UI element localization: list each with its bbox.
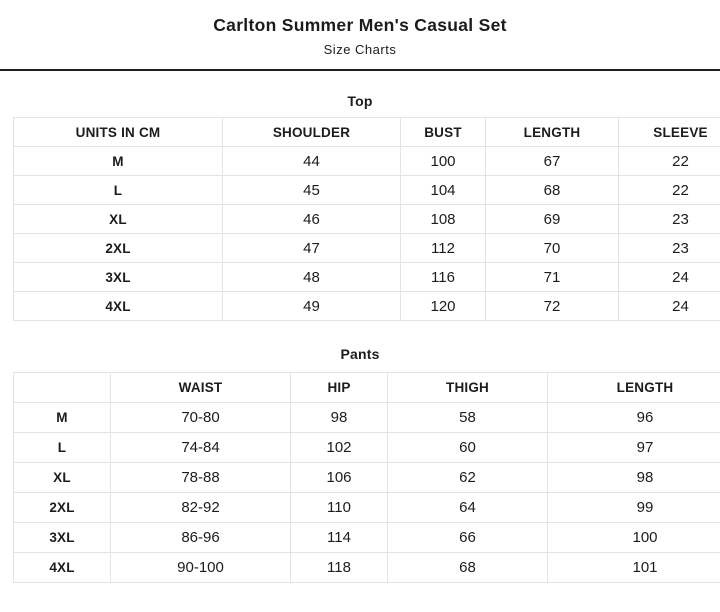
cell-bust: 108	[401, 205, 486, 234]
pants-header-blank	[14, 373, 111, 403]
cell-sleeve: 22	[619, 147, 720, 176]
pants-header-length: LENGTH	[548, 373, 720, 403]
cell-bust: 104	[401, 176, 486, 205]
pants-header-hip: HIP	[291, 373, 388, 403]
pants-header-waist: WAIST	[111, 373, 291, 403]
size-label: 3XL	[14, 523, 111, 553]
cell-shoulder: 45	[223, 176, 401, 205]
cell-thigh: 58	[388, 403, 548, 433]
cell-sleeve: 24	[619, 263, 720, 292]
cell-bust: 116	[401, 263, 486, 292]
pants-table-title: Pants	[340, 346, 380, 362]
cell-hip: 106	[291, 463, 388, 493]
top-size-table	[13, 117, 720, 321]
table-row	[14, 176, 720, 205]
pants-header-row	[14, 373, 720, 403]
cell-thigh: 62	[388, 463, 548, 493]
cell-hip: 102	[291, 433, 388, 463]
size-label: XL	[14, 205, 223, 234]
top-header-shoulder: SHOULDER	[223, 118, 401, 147]
pants-size-section	[0, 346, 720, 583]
cell-length: 70	[486, 234, 619, 263]
cell-waist: 82-92	[111, 493, 291, 523]
cell-hip: 110	[291, 493, 388, 523]
cell-thigh: 60	[388, 433, 548, 463]
table-row	[14, 493, 720, 523]
top-table-title: Top	[347, 93, 373, 109]
cell-sleeve: 22	[619, 176, 720, 205]
table-row	[14, 523, 720, 553]
size-label: 3XL	[14, 263, 223, 292]
cell-length: 72	[486, 292, 619, 321]
cell-shoulder: 47	[223, 234, 401, 263]
cell-shoulder: 49	[223, 292, 401, 321]
page-subtitle: Size Charts	[323, 42, 397, 57]
cell-shoulder: 44	[223, 147, 401, 176]
size-label: 4XL	[14, 292, 223, 321]
cell-length: 100	[548, 523, 720, 553]
cell-length: 68	[486, 176, 619, 205]
cell-thigh: 68	[388, 553, 548, 583]
top-header-bust: BUST	[401, 118, 486, 147]
cell-waist: 70-80	[111, 403, 291, 433]
cell-thigh: 64	[388, 493, 548, 523]
cell-hip: 98	[291, 403, 388, 433]
table-row	[14, 147, 720, 176]
cell-waist: 90-100	[111, 553, 291, 583]
cell-waist: 78-88	[111, 463, 291, 493]
cell-bust: 120	[401, 292, 486, 321]
cell-length: 67	[486, 147, 619, 176]
size-label: XL	[14, 463, 111, 493]
size-label: 2XL	[14, 234, 223, 263]
cell-sleeve: 23	[619, 234, 720, 263]
top-header-length: LENGTH	[486, 118, 619, 147]
cell-length: 99	[548, 493, 720, 523]
page-title: Carlton Summer Men's Casual Set	[213, 15, 507, 35]
cell-hip: 118	[291, 553, 388, 583]
cell-length: 98	[548, 463, 720, 493]
size-label: L	[14, 176, 223, 205]
size-label: M	[14, 403, 111, 433]
table-row	[14, 433, 720, 463]
cell-bust: 100	[401, 147, 486, 176]
top-table-clip	[0, 117, 720, 321]
table-row	[14, 292, 720, 321]
cell-length: 96	[548, 403, 720, 433]
cell-thigh: 66	[388, 523, 548, 553]
top-header-row	[14, 118, 720, 147]
top-header-units: UNITS IN CM	[14, 118, 223, 147]
top-size-section	[0, 93, 720, 321]
cell-waist: 74-84	[111, 433, 291, 463]
cell-length: 101	[548, 553, 720, 583]
size-label: 4XL	[14, 553, 111, 583]
pants-table-clip	[0, 372, 720, 583]
table-row	[14, 403, 720, 433]
table-row	[14, 234, 720, 263]
page-header	[0, 0, 720, 71]
cell-shoulder: 46	[223, 205, 401, 234]
cell-length: 69	[486, 205, 619, 234]
cell-length: 71	[486, 263, 619, 292]
size-label: 2XL	[14, 493, 111, 523]
pants-size-table	[13, 372, 720, 583]
size-label: L	[14, 433, 111, 463]
top-header-sleeve: SLEEVE	[619, 118, 720, 147]
cell-length: 97	[548, 433, 720, 463]
cell-hip: 114	[291, 523, 388, 553]
cell-sleeve: 23	[619, 205, 720, 234]
size-label: M	[14, 147, 223, 176]
table-row	[14, 553, 720, 583]
table-row	[14, 463, 720, 493]
table-row	[14, 263, 720, 292]
cell-bust: 112	[401, 234, 486, 263]
cell-waist: 86-96	[111, 523, 291, 553]
table-row	[14, 205, 720, 234]
cell-sleeve: 24	[619, 292, 720, 321]
pants-header-thigh: THIGH	[388, 373, 548, 403]
cell-shoulder: 48	[223, 263, 401, 292]
